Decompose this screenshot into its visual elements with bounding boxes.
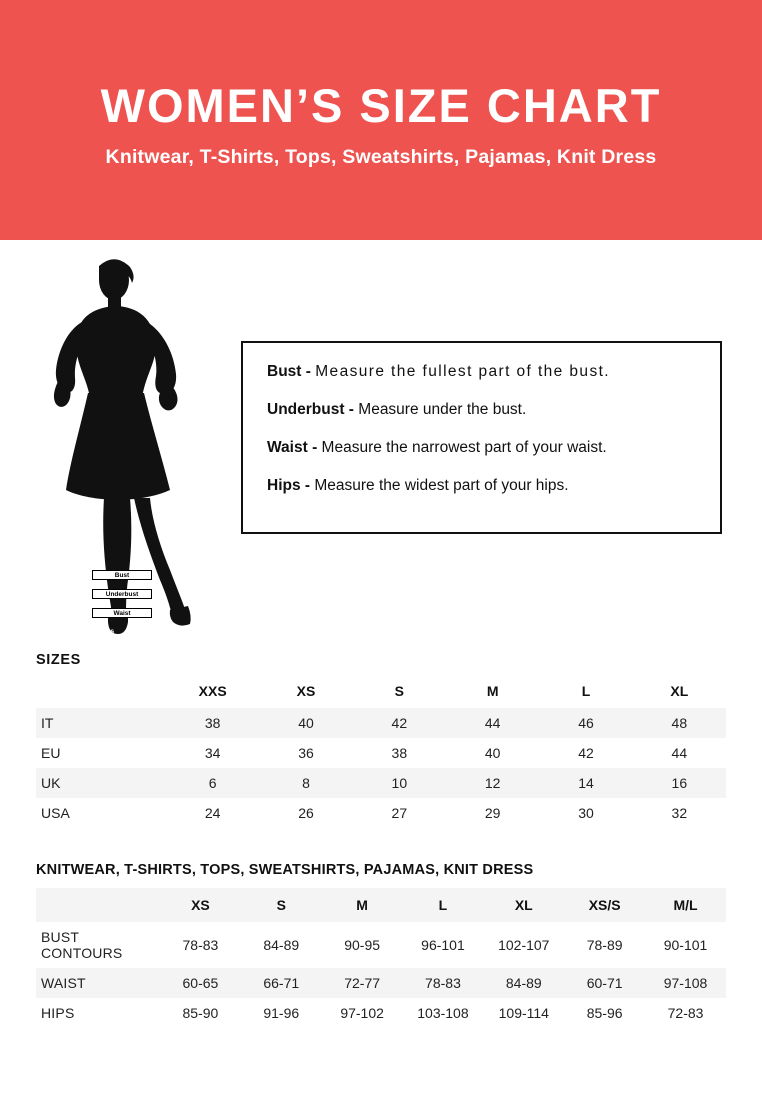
meas-hips-xs-s: 85-96: [586, 1005, 623, 1021]
definition-bust: [267, 363, 696, 380]
meas-bust-s: 84-89: [263, 937, 300, 953]
definition-underbust-term: Underbust -: [267, 401, 354, 419]
sizes-row-label-usa: USA: [41, 805, 70, 821]
sizes-uk-xl: 16: [671, 775, 688, 791]
sizes-it-m: 44: [484, 715, 501, 731]
definition-bust-term: Bust -: [267, 363, 311, 380]
table-row: [36, 998, 726, 1028]
marker-underbust: Underbust: [92, 589, 152, 599]
definition-hips: [267, 477, 696, 494]
sizes-col-m: M: [486, 683, 499, 699]
sizes-usa-xl: 32: [671, 805, 688, 821]
meas-hips-s: 91-96: [263, 1005, 300, 1021]
meas-waist-xl: 84-89: [505, 975, 542, 991]
sizes-usa-s: 27: [391, 805, 408, 821]
meas-col-xs-s: XS/S: [588, 897, 621, 913]
measurements-header-row: [36, 888, 726, 922]
sizes-table: [36, 676, 726, 828]
meas-bust-m-l: 90-101: [663, 937, 708, 953]
meas-hips-m-l: 72-83: [667, 1005, 704, 1021]
definition-bust-desc: Measure the fullest part of the bust.: [315, 363, 611, 380]
definition-underbust-desc: Measure under the bust.: [358, 401, 527, 419]
definition-underbust: [267, 401, 696, 418]
definition-hips-term: Hips -: [267, 477, 311, 495]
table-row: [36, 768, 726, 798]
measurement-markers: [92, 570, 152, 646]
meas-col-l: L: [438, 897, 448, 913]
sizes-row-label-uk: UK: [41, 775, 61, 791]
table-row: [36, 968, 726, 998]
marker-bust: Bust: [92, 570, 152, 580]
sizes-it-xs: 40: [298, 715, 314, 731]
sizes-eu-xxs: 34: [204, 745, 221, 761]
meas-waist-m-l: 97-108: [663, 975, 708, 991]
meas-col-s: S: [276, 897, 286, 913]
sizes-uk-xs: 8: [302, 775, 310, 791]
sizes-col-blank: [36, 676, 166, 708]
meas-row-label-hips: HIPS: [41, 1005, 75, 1021]
definition-hips-desc: Measure the widest part of your hips.: [314, 477, 569, 495]
sizes-uk-m: 12: [484, 775, 501, 791]
meas-col-blank: [36, 888, 160, 922]
meas-waist-l: 78-83: [425, 975, 461, 991]
page-subtitle: Knitwear, T-Shirts, Tops, Sweatshirts, Pajamas, Knit Dress: [105, 146, 657, 169]
meas-col-m: M: [356, 897, 368, 913]
marker-waist: Waist: [92, 608, 152, 618]
sizes-col-s: S: [394, 683, 404, 699]
sizes-eu-xl: 44: [671, 745, 688, 761]
table-row: [36, 738, 726, 768]
meas-bust-xs: 78-83: [182, 937, 219, 953]
sizes-eu-l: 42: [578, 745, 594, 761]
sizes-eu-m: 40: [484, 745, 501, 761]
sizes-it-xxs: 38: [204, 715, 221, 731]
sizes-uk-s: 10: [391, 775, 408, 791]
sizes-usa-l: 30: [578, 805, 594, 821]
sizes-it-l: 46: [578, 715, 594, 731]
meas-row-label-waist: WAIST: [41, 975, 86, 991]
meas-hips-xs: 85-90: [182, 1005, 219, 1021]
meas-hips-m: 97-102: [340, 1005, 384, 1021]
sizes-it-s: 42: [391, 715, 408, 731]
meas-waist-s: 66-71: [263, 975, 300, 991]
meas-row-label-bust: BUST CONTOURS: [41, 929, 123, 961]
marker-hips: Hips: [100, 628, 115, 635]
tables-section: [0, 652, 762, 1028]
definition-waist: [267, 439, 696, 456]
sizes-col-xs: XS: [296, 683, 316, 699]
definition-waist-desc: Measure the narrowest part of your waist.: [321, 439, 607, 457]
meas-col-m-l: M/L: [673, 897, 698, 913]
illustration-and-definitions: [0, 240, 762, 640]
sizes-usa-xxs: 24: [204, 805, 221, 821]
definition-waist-term: Waist -: [267, 439, 318, 457]
sizes-row-label-eu: EU: [41, 745, 61, 761]
sizes-eu-xs: 36: [298, 745, 314, 761]
meas-hips-xl: 109-114: [498, 1005, 549, 1021]
page-title: WOMEN’S SIZE CHART: [100, 78, 662, 132]
meas-bust-xl: 102-107: [498, 937, 550, 953]
sizes-eu-s: 38: [391, 745, 408, 761]
meas-hips-l: 103-108: [417, 1005, 469, 1021]
sizes-uk-l: 14: [578, 775, 594, 791]
sizes-col-xxs: XXS: [198, 683, 227, 699]
meas-waist-xs-s: 60-71: [586, 975, 623, 991]
measurements-title: KNITWEAR, T-SHIRTS, TOPS, SWEATSHIRTS, PAJAMAS, KNIT DRESS: [36, 862, 534, 878]
sizes-usa-m: 29: [484, 805, 501, 821]
meas-waist-xs: 60-65: [182, 975, 219, 991]
meas-bust-m: 90-95: [344, 937, 381, 953]
sizes-col-l: L: [581, 683, 591, 699]
table-row: [36, 708, 726, 738]
meas-bust-xs-s: 78-89: [586, 937, 623, 953]
measurements-table: [36, 888, 726, 1028]
sizes-uk-xxs: 6: [208, 775, 217, 791]
meas-col-xl: XL: [514, 897, 533, 913]
sizes-usa-xs: 26: [298, 805, 314, 821]
definitions-box: [241, 341, 722, 534]
meas-col-xs: XS: [191, 897, 210, 913]
sizes-it-xl: 48: [671, 715, 688, 731]
sizes-row-label-it: IT: [41, 715, 54, 731]
sizes-title: SIZES: [36, 652, 81, 668]
sizes-header-row: [36, 676, 726, 708]
meas-waist-m: 72-77: [344, 975, 381, 991]
meas-bust-l: 96-101: [421, 937, 465, 953]
page-header: [0, 0, 762, 240]
sizes-col-xl: XL: [670, 683, 689, 699]
table-row: [36, 798, 726, 828]
table-row: [36, 922, 726, 968]
